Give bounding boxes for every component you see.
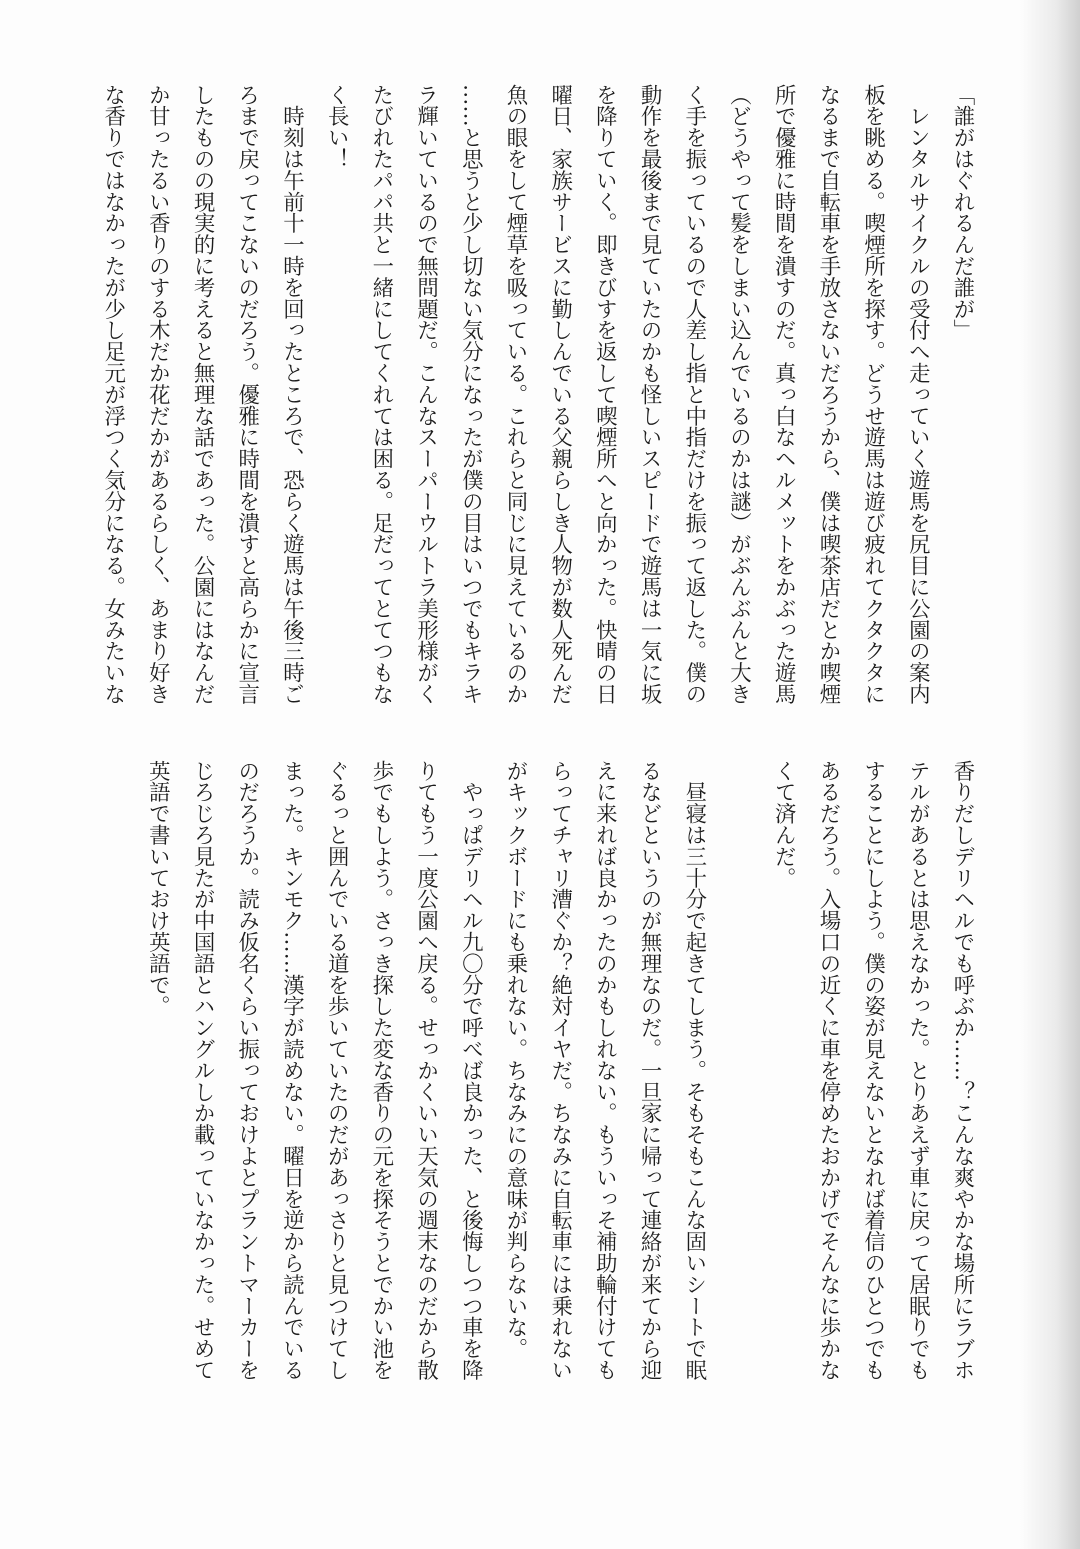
text-column: （どうやって髪をしまい込んでいるのかは謎）がぶんぶんと大き (726, 84, 752, 705)
text-column (716, 760, 761, 1400)
text-column: 時刻は午前十一時を回ったところで、恐らく遊馬は午後三時ご (279, 84, 305, 705)
text-column: じろじろ見たが中国語とハングルしか載っていなかった。せめて (190, 760, 216, 1381)
text-column: なるまで自転車を手放さないだろうから、僕は喫茶店だとか喫煙 (815, 84, 841, 705)
text-column: くて済んだ。 (771, 760, 797, 889)
text-column: 魚の眼をして煙草を吸っている。これらと同じに見えているのか (502, 84, 528, 705)
text-column: 「誰がはぐれるんだ誰が」 (950, 84, 975, 341)
text-column: たびれたパパ共と一緒にしてくれては困る。足だってとてつもな (368, 84, 394, 705)
text-column: るなどというのが無理なのだ。一旦家に帰って連絡が来てから迎 (637, 760, 663, 1381)
text-block-bottom (135, 760, 984, 1400)
text-column: テルがあるとは思えなかった。とりあえず車に戻って居眠りでも (905, 760, 931, 1381)
text-column: レンタルサイクルの受付へ走っていく遊馬を尻目に公園の案内 (905, 84, 931, 705)
text-block-top (90, 84, 984, 724)
text-column: を降りていく。即きびすを返して喫煙所へと向かった。快晴の日 (592, 84, 618, 705)
text-column: ラ輝いているので無問題だ。こんなスーパーウルトラ美形様がく (413, 84, 439, 705)
text-column: 所で優雅に時間を潰すのだ。真っ白なヘルメットをかぶった遊馬 (771, 84, 797, 705)
text-column: 歩でもしよう。さっき探した変な香りの元を探そうとでかい池を (368, 760, 394, 1381)
page-gutter-shadow (1020, 0, 1080, 1549)
text-column: か甘ったるい香りのする木だか花だかがあるらしく、あまり好き (145, 84, 171, 705)
text-column: ろまで戻ってこないのだろう。優雅に時間を潰すと高らかに宣言 (234, 84, 260, 705)
text-column: ……と思うと少し切ない気分になったが僕の目はいつでもキラキ (458, 84, 484, 705)
text-column: えに来れば良かったのかもしれない。もういっそ補助輪付けても (592, 760, 618, 1381)
text-column: らってチャリ漕ぐか？絶対イヤだ。ちなみに自転車には乗れない (547, 760, 573, 1381)
text-column: 板を眺める。喫煙所を探す。どうせ遊馬は遊び疲れてクタクタに (860, 84, 886, 705)
text-column: 香りだしデリヘルでも呼ぶか……？こんな爽やかな場所にラブホ (950, 760, 975, 1381)
text-column: りてもう一度公園へ戻る。せっかくいい天気の週末なのだから散 (413, 760, 439, 1381)
text-column: したものの現実的に考えると無理な話であった。公園にはなんだ (190, 84, 216, 705)
text-column: まった。キンモク……漢字が読めない。曜日を逆から読んでいる (279, 760, 305, 1381)
text-column: あるだろう。入場口の近くに車を停めたおかげでそんなに歩かな (815, 760, 841, 1381)
text-column: く手を振っているので人差し指と中指だけを振って返した。僕の (681, 84, 707, 705)
text-column: 英語で書いておけ英語で。 (145, 760, 171, 1017)
text-column: ぐるっと囲んでいる道を歩いていたのだがあっさりと見つけてし (324, 760, 350, 1381)
text-column: な香りではなかったが少し足元が浮つく気分になる。女みたいな (100, 84, 126, 705)
text-column: することにしよう。僕の姿が見えないとなれば着信のひとつでも (860, 760, 886, 1381)
text-column: 動作を最後まで見ていたのかも怪しいスピードで遊馬は一気に坂 (637, 84, 663, 705)
text-column: のだろうか。読み仮名くらい振っておけよとプラントマーカーを (234, 760, 260, 1381)
text-column: がキックボードにも乗れない。ちなみにの意味が判らないな。 (502, 760, 528, 1360)
text-column: やっぱデリヘル九〇分で呼べば良かった、と後悔しつつ車を降 (458, 760, 484, 1381)
text-column: 曜日、家族サービスに勤しんでいる父親らしき人物が数人死んだ (547, 84, 573, 705)
text-column: く長い！ (324, 84, 350, 170)
text-column: 昼寝は三十分で起きてしまう。そもそもこんな固いシートで眠 (681, 760, 707, 1381)
